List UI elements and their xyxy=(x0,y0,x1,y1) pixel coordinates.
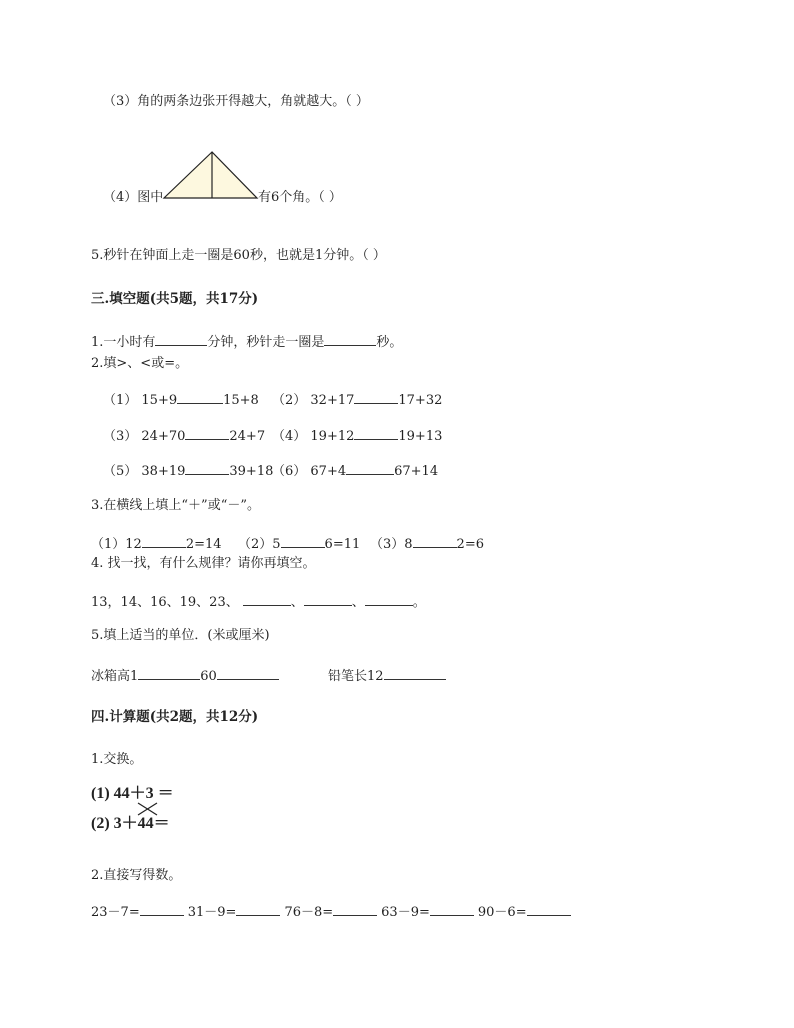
answer-blank[interactable] xyxy=(365,594,413,606)
compare-item xyxy=(272,392,442,409)
pencil-label: 铅笔长12 xyxy=(328,669,384,684)
compare-left: （2） 32+17 xyxy=(272,393,355,408)
fill-q1-text-c: 秒。 xyxy=(376,335,403,350)
exchange-line-2: (2) 3＋44＝ xyxy=(91,815,170,832)
mental-math-item: 90－6= xyxy=(477,905,527,920)
compare-item xyxy=(272,428,442,445)
judge-q4-prefix: （4）图中 xyxy=(103,190,164,205)
answer-blank[interactable] xyxy=(140,904,184,916)
answer-blank[interactable] xyxy=(185,463,229,475)
judge-q4-suffix: 有6个角。（ ） xyxy=(258,190,342,205)
section4-title: 四.计算题(共2题，共12分) xyxy=(91,709,259,725)
compare-left: （6） 67+4 xyxy=(272,464,347,479)
answer-blank[interactable] xyxy=(217,668,279,680)
compare-left: （1） 15+9 xyxy=(103,393,178,408)
judge-q5: 5.秒针在钟面上走一圈是60秒，也就是1分钟。（ ） xyxy=(91,248,386,263)
answer-blank[interactable] xyxy=(324,334,376,346)
cross-swap-icon xyxy=(136,802,160,816)
compare-right: 67+14 xyxy=(394,464,439,479)
fill-q1-text-a: 1.一小时有 xyxy=(91,335,156,350)
compare-right: 39+18 xyxy=(229,464,274,479)
calc-q2-title: 2.直接写得数。 xyxy=(91,868,182,883)
sign-left: （3）8 xyxy=(370,537,413,552)
sequence-sep: 、 xyxy=(351,595,365,610)
sequence-end: 。 xyxy=(412,595,426,610)
mental-math-item: 63－9= xyxy=(381,905,430,920)
compare-item xyxy=(103,392,259,409)
answer-blank[interactable] xyxy=(236,904,280,916)
answer-blank[interactable] xyxy=(185,428,229,440)
compare-right: 17+32 xyxy=(398,393,443,408)
answer-blank[interactable] xyxy=(354,392,398,404)
sequence-sep: 、 xyxy=(290,595,304,610)
answer-blank[interactable] xyxy=(354,428,398,440)
mental-math-row xyxy=(91,904,571,921)
compare-item xyxy=(272,463,438,480)
answer-blank[interactable] xyxy=(281,536,325,548)
unit-pencil xyxy=(328,668,446,685)
fill-q2-title: 2.填>、<或=。 xyxy=(91,356,189,371)
compare-left: （5） 38+19 xyxy=(103,464,186,479)
calc-q1-title: 1.交换。 xyxy=(91,752,143,767)
compare-right: 24+7 xyxy=(229,429,266,444)
fill-q3-title: 3.在横线上填上“＋”或“－”。 xyxy=(91,498,260,513)
answer-blank[interactable] xyxy=(346,463,394,475)
answer-blank[interactable] xyxy=(177,392,223,404)
unit-fridge xyxy=(91,668,279,685)
mental-math-item: 31－9= xyxy=(187,905,237,920)
sign-item xyxy=(370,536,484,553)
compare-item xyxy=(103,428,265,445)
sign-item xyxy=(238,536,360,553)
answer-blank[interactable] xyxy=(384,668,446,680)
compare-right: 19+13 xyxy=(398,429,443,444)
sign-left: （2）5 xyxy=(238,537,281,552)
sign-right: 2=14 xyxy=(185,537,222,552)
sequence-text: 13，14、16、19、23、 xyxy=(91,595,239,610)
answer-blank[interactable] xyxy=(430,904,474,916)
fill-q4-title: 4. 找一找，有什么规律？请你再填空。 xyxy=(91,556,316,571)
answer-blank[interactable] xyxy=(333,904,377,916)
fill-q1-text-b: 分钟，秒针走一圈是 xyxy=(207,335,325,350)
fill-q5-title: 5.填上适当的单位．(米或厘米) xyxy=(91,628,270,643)
fill-q1 xyxy=(91,334,402,351)
fill-q4-sequence xyxy=(91,594,426,611)
sign-right: 2=6 xyxy=(456,537,484,552)
answer-blank[interactable] xyxy=(138,668,200,680)
mental-math-item: 23－7= xyxy=(91,905,140,920)
mental-math-item: 76－8= xyxy=(284,905,334,920)
compare-left: （4） 19+12 xyxy=(272,429,355,444)
answer-blank[interactable] xyxy=(155,334,207,346)
answer-blank[interactable] xyxy=(413,536,457,548)
sign-item xyxy=(91,536,222,553)
answer-blank[interactable] xyxy=(243,594,291,606)
fridge-label: 冰箱高1 xyxy=(91,669,139,684)
fridge-number: 60 xyxy=(200,669,217,684)
triangle-figure xyxy=(162,150,260,200)
sign-right: 6=11 xyxy=(324,537,361,552)
answer-blank[interactable] xyxy=(527,904,571,916)
answer-blank[interactable] xyxy=(142,536,186,548)
compare-right: 15+8 xyxy=(223,393,259,408)
answer-blank[interactable] xyxy=(304,594,352,606)
compare-item xyxy=(103,463,273,480)
judge-q3: （3）角的两条边张开得越大，角就越大。（ ） xyxy=(103,94,369,109)
section3-title: 三.填空题(共5题，共17分) xyxy=(91,291,259,307)
compare-left: （3） 24+70 xyxy=(103,429,186,444)
sign-left: （1）12 xyxy=(91,537,142,552)
exchange-line-1: (1) 44＋3 ＝ xyxy=(91,785,174,802)
